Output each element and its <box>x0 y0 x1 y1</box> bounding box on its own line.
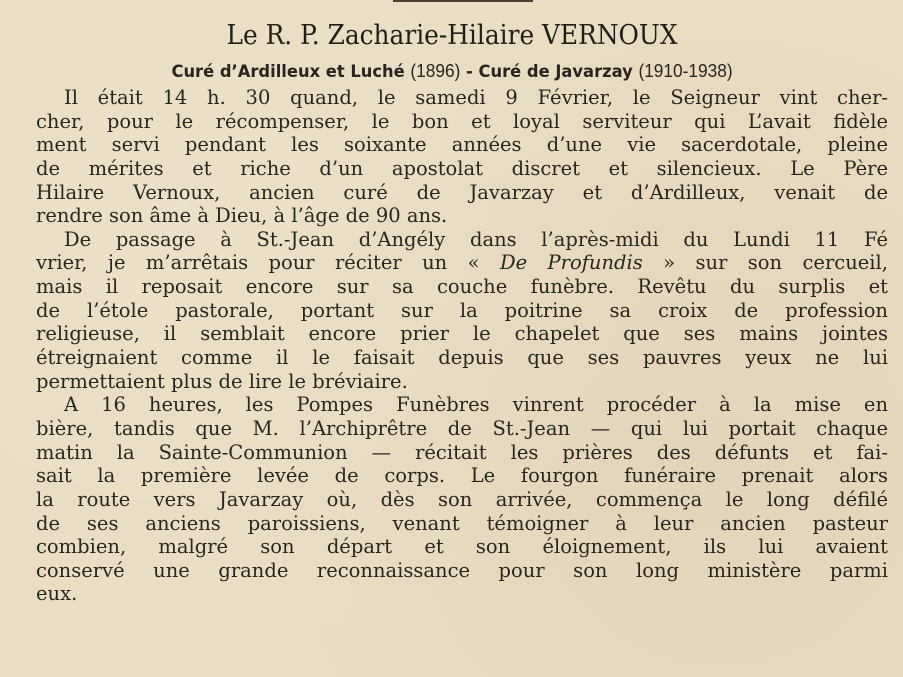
latin-prayer-title: De Profundis <box>499 251 643 275</box>
text-line: rendre son âme à Dieu, à l’âge de 90 ans. <box>36 204 448 228</box>
text-line: A 16 heures, les Pompes Funèbres vinrent procéder à la mise en <box>64 393 888 417</box>
text-line: combien, malgré son départ et son éloignement, ils lui avaient <box>36 535 888 559</box>
text-line: de ses anciens paroissiens, venant témoigner à leur ancien pasteur <box>36 511 888 535</box>
text-line: de mérites et riche d’un apostolat discret et silencieux. Le Père <box>36 156 888 180</box>
text-line: sait la première levée de corps. Le fourgon funéraire prenait alors <box>36 464 888 488</box>
text-line: la route vers Javarzay où, dès son arrivée, commença le long défilé <box>36 487 888 511</box>
text-line: eux. <box>36 582 78 606</box>
text-line: de l’étole pastorale, portant sur la poitrine sa croix de profession <box>36 298 888 322</box>
text-line: De passage à St.-Jean d’Angély dans l’après-midi du Lundi 11 Fé <box>64 227 888 251</box>
paragraph <box>36 228 888 393</box>
text-segment: » sur son cercueil, <box>642 251 888 275</box>
article-body <box>36 86 888 606</box>
top-divider-rule <box>393 0 533 2</box>
text-line: Hilaire Vernoux, ancien curé de Javarzay et d’Ardilleux, venait de <box>36 180 888 204</box>
text-line: religieuse, il semblait encore prier le chapelet que ses mains jointes <box>36 322 888 346</box>
text-line: étreignaient comme il le faisait depuis que ses pauvres yeux ne lui <box>36 346 888 370</box>
paragraph <box>36 86 888 228</box>
subtitle-separator: - <box>460 62 479 82</box>
text-line: matin la Sainte-Communion — récitait les prières des défunts et fai- <box>36 440 888 464</box>
text-line: conservé une grande reconnaissance pour son long ministère parmi <box>36 558 888 582</box>
subtitle-year-1: (1896) <box>410 61 461 81</box>
text-line: permettaient plus de lire le bréviaire. <box>36 369 408 393</box>
text-line: ment servi pendant les soixante années d’une vie sacerdotale, pleine <box>36 133 888 157</box>
text-line: cher, pour le récompenser, le bon et loyal serviteur qui L’avait fidèle <box>36 109 888 133</box>
page-title: Le R. P. Zacharie-Hilaire VERNOUX <box>226 20 678 51</box>
page-subtitle <box>19 61 886 82</box>
paragraph <box>36 393 888 606</box>
subtitle-parish-1: Curé d’Ardilleux et Luché <box>171 62 411 82</box>
text-line: Il était 14 h. 30 quand, le samedi 9 Février, le Seigneur vint cher- <box>64 86 888 109</box>
subtitle-parish-2: Curé de Javarzay <box>478 62 639 82</box>
text-line <box>36 251 888 275</box>
text-line: bière, tandis que M. l’Archiprêtre de St.-Jean — qui lui portait chaque <box>36 416 888 440</box>
subtitle-year-2: (1910-1938) <box>638 61 733 81</box>
text-segment: vrier, je m’arrêtais pour réciter un « <box>36 251 500 275</box>
text-line: mais il reposait encore sur sa couche funèbre. Revêtu du surplis et <box>36 275 888 299</box>
